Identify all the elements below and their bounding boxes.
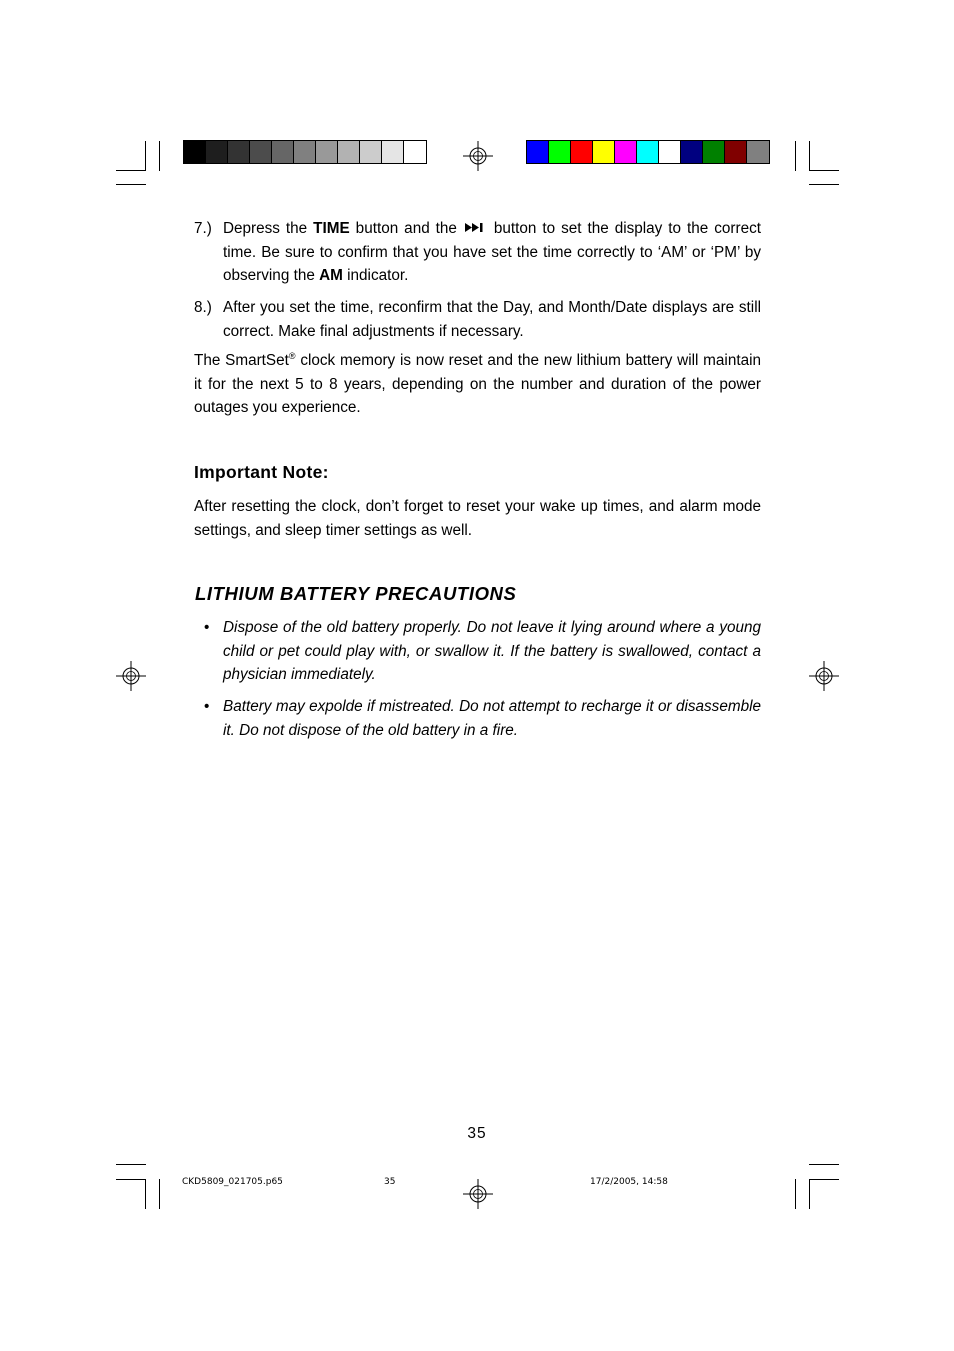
- smartset-paragraph: The SmartSet® clock memory is now reset and the new lithium battery will maintain it for the next 5 to 8 years, depending on the number and duration of the power outages you experience.: [194, 350, 761, 416]
- color-swatch: [184, 141, 206, 163]
- registered-mark: ®: [288, 350, 296, 361]
- precautions-heading: LITHIUM BATTERY PRECAUTIONS: [195, 583, 517, 604]
- page-number: 35: [467, 1125, 487, 1142]
- grayscale-bar: [183, 140, 427, 164]
- step-text: After you set the time, reconfirm that the Day, and Month/Date displays are still correct. Make final adjustments if necessary.: [223, 299, 761, 340]
- precaution-text: Battery may expolde if mistreated. Do not attempt to recharge it or disassemble it. Do not dispose of the old battery in a fire.: [223, 698, 761, 739]
- color-swatch: [659, 141, 681, 163]
- registration-mark-icon: [116, 661, 146, 691]
- crop-mark: [116, 1179, 146, 1180]
- color-swatch: [382, 141, 404, 163]
- important-note-heading: Important Note:: [194, 462, 329, 482]
- step-text: Depress the TIME button and the button to set the display to the correct time. Be sure to confirm that you have set the time correctly to ‘AM’ or ‘PM’ by observing the AM indicator.: [223, 220, 761, 284]
- registration-mark-icon: [463, 141, 493, 171]
- am-indicator-label: AM: [319, 267, 343, 284]
- color-swatch: [571, 141, 593, 163]
- crop-mark: [795, 1179, 796, 1209]
- time-button-label: TIME: [313, 220, 350, 237]
- color-swatch: [725, 141, 747, 163]
- step-number: 8.): [194, 299, 212, 316]
- footer-datetime: 17/2/2005, 14:58: [590, 1177, 668, 1187]
- crop-mark: [116, 1164, 146, 1165]
- color-swatch: [272, 141, 294, 163]
- bullet-icon: •: [204, 698, 210, 715]
- color-swatch: [747, 141, 769, 163]
- color-swatch: [250, 141, 272, 163]
- crop-mark: [809, 170, 839, 171]
- bullet-icon: •: [204, 619, 210, 636]
- crop-mark: [795, 141, 796, 171]
- color-swatch: [549, 141, 571, 163]
- crop-mark: [809, 1164, 839, 1165]
- color-swatch: [703, 141, 725, 163]
- footer-page: 35: [384, 1177, 396, 1187]
- color-swatch: [228, 141, 250, 163]
- crop-mark: [145, 141, 146, 171]
- color-swatch: [404, 141, 426, 163]
- important-note-text: After resetting the clock, don’t forget to reset your wake up times, and alarm mode settings, and sleep timer settings as well.: [194, 498, 761, 539]
- color-swatch: [593, 141, 615, 163]
- crop-mark: [809, 141, 810, 171]
- crop-mark: [809, 1179, 810, 1209]
- color-swatch: [615, 141, 637, 163]
- color-swatch: [360, 141, 382, 163]
- crop-mark: [809, 184, 839, 185]
- color-swatch: [316, 141, 338, 163]
- crop-mark: [116, 184, 146, 185]
- color-swatch: [206, 141, 228, 163]
- crop-mark: [145, 1179, 146, 1209]
- color-swatch: [294, 141, 316, 163]
- fast-forward-icon: [465, 223, 484, 232]
- registration-mark-icon: [463, 1179, 493, 1209]
- step-number: 7.): [194, 220, 212, 237]
- registration-mark-icon: [809, 661, 839, 691]
- color-swatch: [527, 141, 549, 163]
- crop-mark: [159, 1179, 160, 1209]
- color-swatch: [338, 141, 360, 163]
- color-swatch: [637, 141, 659, 163]
- crop-mark: [809, 1179, 839, 1180]
- crop-mark: [159, 141, 160, 171]
- crop-mark: [116, 170, 146, 171]
- footer-file-name: CKD5809_021705.p65: [182, 1177, 283, 1187]
- color-bar: [526, 140, 770, 164]
- color-swatch: [681, 141, 703, 163]
- precaution-text: Dispose of the old battery properly. Do not leave it lying around where a young child or pet could play with, or swallow it. If the battery is swallowed, contact a physician immediately.: [223, 619, 761, 683]
